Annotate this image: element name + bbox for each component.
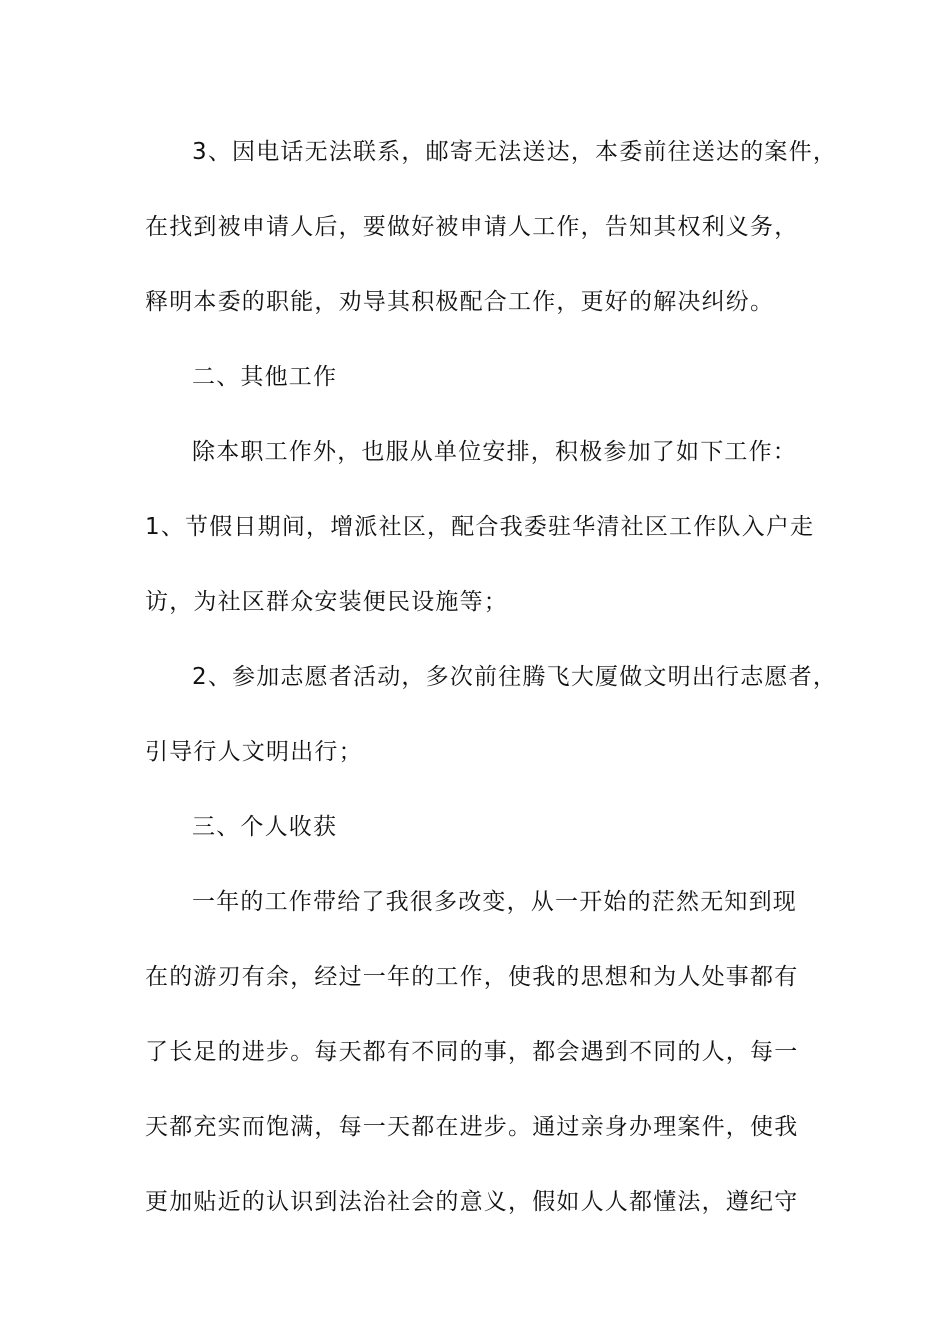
paragraph-line: 天都充实而饱满，每一天都在进步。通过亲身办理案件，使我 — [145, 1114, 799, 1140]
section-heading: 二、其他工作 — [192, 364, 338, 390]
paragraph-line: 除本职工作外，也服从单位安排，积极参加了如下工作： — [192, 439, 797, 465]
paragraph-line: 引导行人文明出行； — [145, 739, 363, 765]
paragraph-line: 1、节假日期间，增派社区，配合我委驻华清社区工作队入户走 — [145, 514, 815, 540]
paragraph-line: 在的游刃有余，经过一年的工作，使我的思想和为人处事都有 — [145, 964, 799, 990]
paragraph-line: 更加贴近的认识到法治社会的意义，假如人人都懂法，遵纪守 — [145, 1189, 799, 1215]
paragraph-line: 在找到被申请人后，要做好被申请人工作，告知其权利义务， — [145, 214, 799, 240]
section-heading: 三、个人收获 — [192, 814, 338, 840]
paragraph-line: 2、参加志愿者活动，多次前往腾飞大厦做文明出行志愿者， — [192, 664, 838, 690]
paragraph-line: 访，为社区群众安装便民设施等； — [145, 589, 508, 615]
paragraph-line: 释明本委的职能，劝导其积极配合工作，更好的解决纠纷。 — [145, 289, 775, 315]
paragraph-line: 一年的工作带给了我很多改变，从一开始的茫然无知到现 — [192, 889, 797, 915]
paragraph-line: 了长足的进步。每天都有不同的事，都会遇到不同的人，每一 — [145, 1039, 799, 1065]
paragraph-line: 3、因电话无法联系，邮寄无法送达，本委前往送达的案件， — [192, 139, 838, 165]
